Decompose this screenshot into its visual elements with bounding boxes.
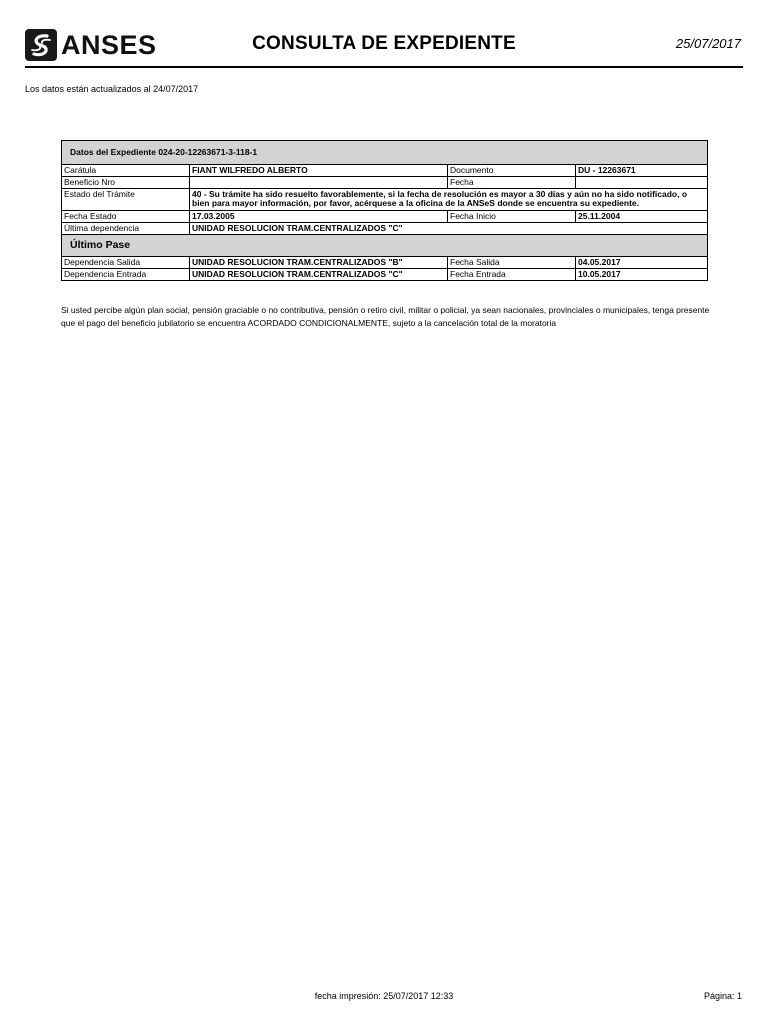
dep-entrada-label: Dependencia Entrada <box>62 269 190 281</box>
table-row <box>62 165 708 177</box>
logo-text: ANSES <box>61 30 157 60</box>
table-row <box>62 177 708 189</box>
estado-label: Estado del Trámite <box>62 189 190 211</box>
table-row <box>62 269 708 281</box>
page-title: CONSULTA DE EXPEDIENTE <box>252 33 516 54</box>
fecha-salida-value: 04.05.2017 <box>576 257 708 269</box>
data-updated-note: Los datos están actualizados al 24/07/2017 <box>25 84 199 94</box>
ultima-dependencia-label: Última dependencia <box>62 223 190 235</box>
caratula-label: Carátula <box>62 165 190 177</box>
estado-value: 40 - Su trámite ha sido resuelto favorablemente, si la fecha de resolución es mayor a 30 días y aún no ha sido notificado, o bien para mayor información, por favor, acérquese a la oficina de la ANSeS donde se encuentra su expediente. <box>190 189 708 211</box>
dep-salida-label: Dependencia Salida <box>62 257 190 269</box>
expediente-section-header <box>62 141 708 165</box>
page-header <box>25 26 743 66</box>
table-row <box>62 223 708 235</box>
header-date: 25/07/2017 <box>675 36 741 51</box>
print-date: fecha impresión: 25/07/2017 12:33 <box>314 991 454 1001</box>
dep-entrada-value: UNIDAD RESOLUCION TRAM.CENTRALIZADOS "C" <box>190 269 448 281</box>
ultimo-pase-section-title: Último Pase <box>62 235 708 257</box>
fecha-entrada-value: 10.05.2017 <box>576 269 708 281</box>
documento-label: Documento <box>448 165 576 177</box>
fecha-salida-label: Fecha Salida <box>448 257 576 269</box>
fecha-inicio-value: 25.11.2004 <box>576 211 708 223</box>
table-row <box>62 257 708 269</box>
fecha-estado-value: 17.03.2005 <box>190 211 448 223</box>
table-row <box>62 189 708 211</box>
page-number: Página: 1 <box>703 991 742 1001</box>
ultimo-pase-section-header <box>62 235 708 257</box>
fecha-value <box>576 177 708 189</box>
moratoria-notice: Si usted percibe algún plan social, pensión graciable o no contributiva, pensión o retiro civil, militar o policial, ya sean nacionales, provinciales o municipales, tenga presente que el pago del beneficio jubilatorio se encuentra ACORDADO CONDICIONALMENTE, sujeto a la cancelación total de la moratoria <box>61 305 710 328</box>
fecha-entrada-label: Fecha Entrada <box>448 269 576 281</box>
caratula-value: FIANT WILFREDO ALBERTO <box>190 165 448 177</box>
expediente-section-title: Datos del Expediente 024-20-12263671-3-118-1 <box>62 141 708 165</box>
documento-value: DU - 12263671 <box>576 165 708 177</box>
table-row <box>62 211 708 223</box>
beneficio-label: Beneficio Nro <box>62 177 190 189</box>
beneficio-value <box>190 177 448 189</box>
fecha-estado-label: Fecha Estado <box>62 211 190 223</box>
fecha-inicio-label: Fecha Inicio <box>448 211 576 223</box>
header-divider <box>25 66 743 68</box>
ultima-dependencia-value: UNIDAD RESOLUCION TRAM.CENTRALIZADOS "C" <box>190 223 708 235</box>
expediente-table <box>61 140 708 281</box>
dep-salida-value: UNIDAD RESOLUCION TRAM.CENTRALIZADOS "B" <box>190 257 448 269</box>
fecha-label: Fecha <box>448 177 576 189</box>
